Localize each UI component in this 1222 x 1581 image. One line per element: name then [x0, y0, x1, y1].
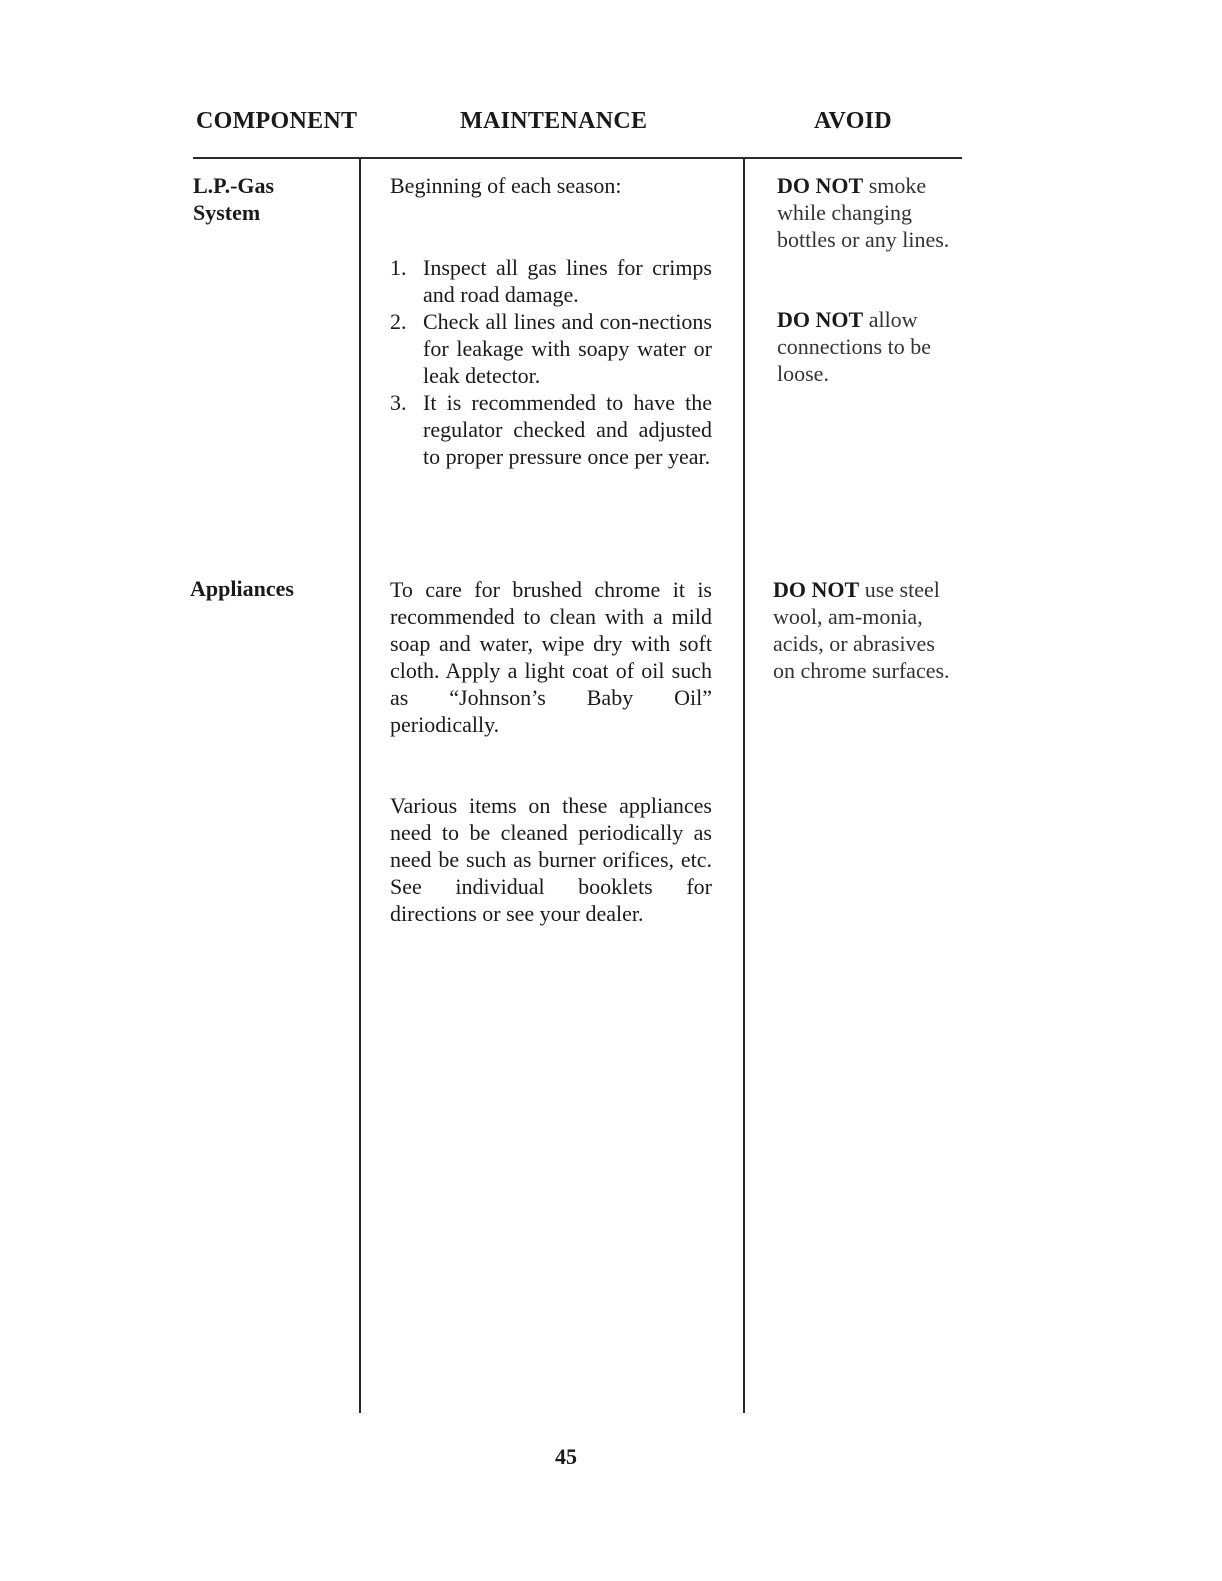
- maintenance-intro: Beginning of each season:: [390, 173, 622, 198]
- maintenance-step: [390, 254, 712, 308]
- step-number: 2.: [390, 309, 407, 334]
- step-text: It is recommended to have the regulator checked and adjusted to proper pressure once per year.: [423, 390, 712, 469]
- step-number: 3.: [390, 390, 407, 415]
- header-maintenance: MAINTENANCE: [460, 108, 648, 134]
- step-number: 1.: [390, 255, 407, 280]
- avoid-note: [777, 306, 957, 387]
- maintenance-step: [390, 308, 712, 389]
- avoid-emphasis: DO NOT: [777, 307, 864, 332]
- header-divider: [193, 157, 962, 159]
- avoid-note: [777, 172, 957, 253]
- maintenance-step: [390, 389, 712, 470]
- step-text: Check all lines and con-nections for leakage with soapy water or leak detector.: [423, 309, 712, 388]
- header-component: COMPONENT: [196, 108, 358, 134]
- page-number: 45: [555, 1444, 577, 1469]
- maintenance-steps: [390, 254, 712, 470]
- maintenance-paragraph: Various items on these appliances need to be cleaned periodically as need be such as burner orifices, etc. See individual booklets for directions or see your dealer.: [390, 793, 712, 926]
- component-lp-gas-system: L.P.-Gas System: [193, 173, 275, 225]
- maintenance-paragraph: To care for brushed chrome it is recommended to clean with a mild soap and water, wipe dry with soft cloth. Apply a light coat of oil such as “Johnson’s Baby Oil” periodically.: [390, 577, 712, 737]
- avoid-text: smoke while changing bottles or any lines.: [777, 173, 950, 252]
- component-appliances: Appliances: [190, 576, 294, 601]
- column-divider-left: [359, 159, 361, 1413]
- avoid-emphasis: DO NOT: [773, 577, 860, 602]
- column-divider-right: [743, 159, 745, 1413]
- header-avoid: AVOID: [814, 108, 892, 134]
- avoid-text: allow connections to be loose.: [777, 307, 931, 386]
- avoid-text: use steel wool, am-monia, acids, or abrasives on chrome surfaces.: [773, 577, 950, 683]
- avoid-emphasis: DO NOT: [777, 173, 864, 198]
- step-text: Inspect all gas lines for crimps and road damage.: [423, 255, 712, 307]
- avoid-note: [773, 576, 957, 684]
